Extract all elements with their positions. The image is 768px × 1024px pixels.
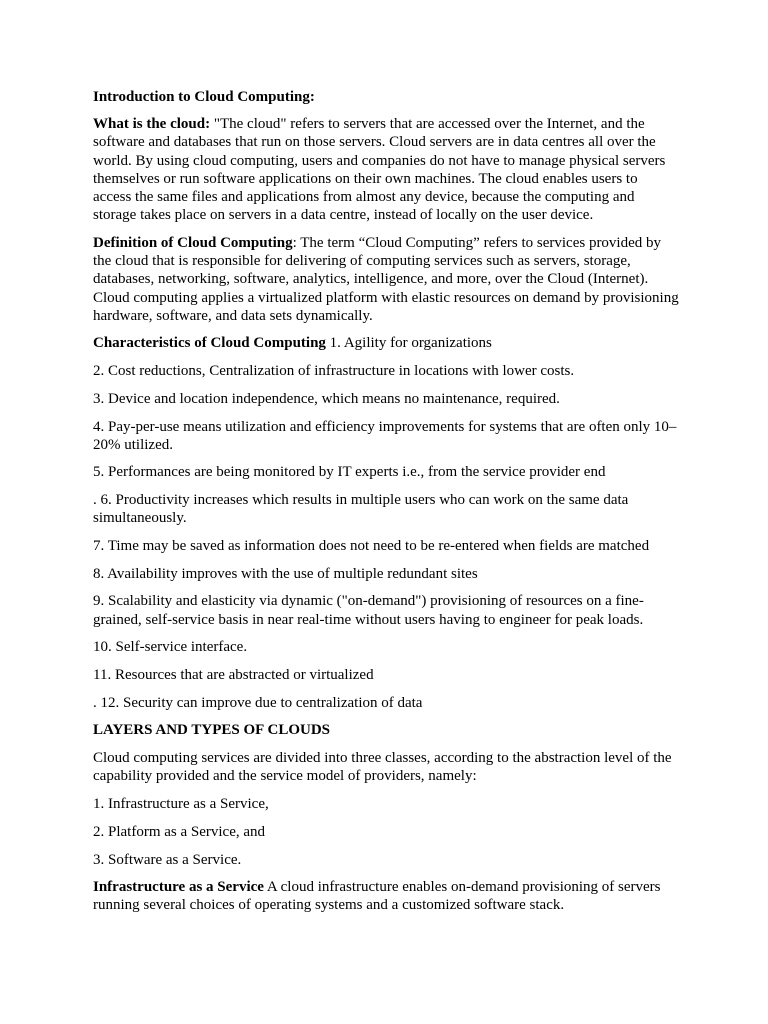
- title-text: Introduction to Cloud Computing:: [93, 89, 315, 105]
- layer-item-2: 2. Platform as a Service, and: [93, 823, 266, 840]
- definition-paragraph: [93, 234, 679, 325]
- characteristics-heading: Characteristics of Cloud Computing: [93, 335, 326, 352]
- characteristic-item-7: 7. Time may be saved as information does not need to be re-entered when fields are matched: [93, 538, 650, 555]
- cloud-paragraph: [93, 115, 679, 224]
- layers-heading-paragraph: [93, 721, 679, 739]
- characteristic-item-9: 9. Scalability and elasticity via dynamic ("on-demand") provisioning of resources on a fine-grained, self-service basis in near real-time without users having to engineer for peak loads.: [93, 593, 644, 628]
- characteristic-item-11: 11. Resources that are abstracted or virtualized: [93, 667, 374, 684]
- document-page: [93, 88, 679, 924]
- characteristic-item-2: 2. Cost reductions, Centralization of infrastructure in locations with lower costs.: [93, 363, 575, 380]
- layer-item-1: 1. Infrastructure as a Service,: [93, 796, 269, 813]
- characteristic-item-6: . 6. Productivity increases which results in multiple users who can work on the same data simultaneously.: [93, 492, 629, 527]
- iaas-heading: Infrastructure as a Service: [93, 879, 264, 896]
- characteristic-item-8: 8. Availability improves with the use of multiple redundant sites: [93, 565, 478, 582]
- characteristics-paragraph: [93, 334, 679, 352]
- characteristic-item-4: 4. Pay-per-use means utilization and efficiency improvements for systems that are often only 10–20% utilized.: [93, 418, 677, 453]
- layers-intro: Cloud computing services are divided into three classes, according to the abstraction level of the capability provided and the service model of providers, namely:: [93, 750, 672, 785]
- layers-heading: LAYERS AND TYPES OF CLOUDS: [93, 722, 331, 739]
- characteristic-item-1: 1. Agility for organizations: [325, 335, 492, 352]
- cloud-text: "The cloud" refers to servers that are accessed over the Internet, and the software and databases that run on those servers. Cloud servers are in data centres all over the world. By using cloud computing, users and companies do not have to manage physical servers themselves or run software applications on their own machines. The cloud enables users to access the same files and applications from almost any device, because the computing and storage takes place on servers in a data centre, instead of locally on the user device.: [93, 116, 666, 224]
- iaas-paragraph: [93, 878, 679, 914]
- characteristic-item-5: 5. Performances are being monitored by IT experts i.e., from the service provider end: [93, 464, 606, 481]
- characteristic-item-10: 10. Self-service interface.: [93, 639, 248, 656]
- iaas-text: A cloud infrastructure enables on-demand provisioning of servers running several choices of operating systems and a customized software stack.: [93, 879, 661, 914]
- characteristic-item-3: 3. Device and location independence, which means no maintenance, required.: [93, 390, 560, 407]
- definition-heading: Definition of Cloud Computing: [93, 234, 293, 251]
- definition-text: : The term “Cloud Computing” refers to services provided by the cloud that is responsible for delivering of computing services such as servers, storage, databases, networking, software, analytics, intelligence, and more, over the Cloud (Internet). Cloud computing applies a virtualized platform with elastic resources on demand by provisioning hardware, software, and data sets dynamically.: [93, 234, 679, 324]
- document-title: [93, 88, 679, 106]
- cloud-heading: What is the cloud:: [93, 116, 211, 133]
- characteristic-item-12: . 12. Security can improve due to centralization of data: [93, 694, 423, 711]
- layer-item-3: 3. Software as a Service.: [93, 851, 242, 868]
